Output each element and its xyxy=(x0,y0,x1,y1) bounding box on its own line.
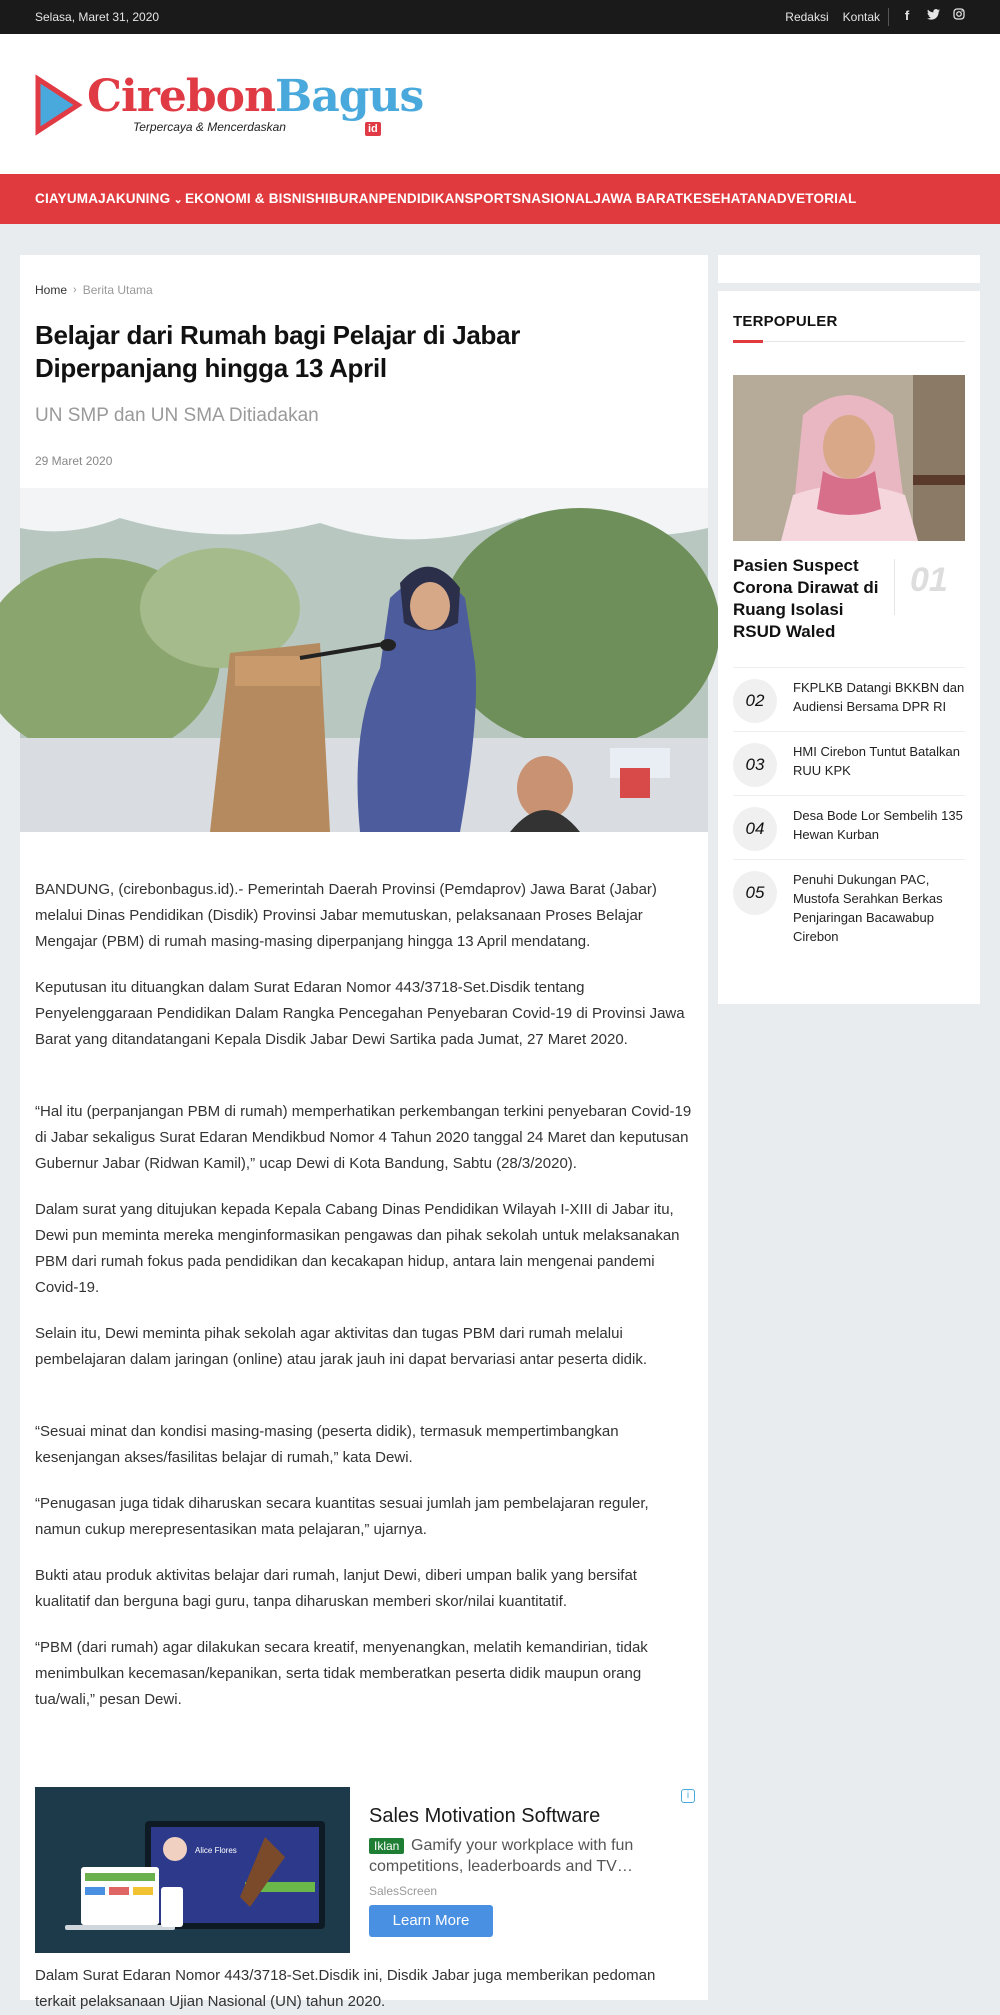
ad-image[interactable] xyxy=(35,1787,350,1953)
article-title: Belajar dari Rumah bagi Pelajar di Jabar Diperpanjang hingga 13 April xyxy=(35,320,521,383)
ad-source: SalesScreen xyxy=(369,1884,438,1898)
article-paragraph: Selain itu, Dewi meminta pihak sekolah agar aktivitas dan tugas PBM dari rumah melalui pembelajaran dalam jaringan (online) atau jarak jauh ini dapat bervariasi antar peserta didik. xyxy=(35,1325,648,1368)
ad-learn-more-button[interactable]: Learn More xyxy=(369,1905,493,1937)
nav-item-hiburan[interactable]: HIBURAN xyxy=(314,191,379,206)
chevron-right-icon: › xyxy=(73,284,77,296)
nav-item-nasional[interactable]: NASIONAL xyxy=(521,191,594,206)
featured-image[interactable] xyxy=(733,375,965,541)
heading-underline xyxy=(733,341,965,342)
featured-title[interactable]: Pasien Suspect Corona Dirawat di Ruang Isolasi RSUD Waled xyxy=(733,556,879,641)
current-date: Selasa, Maret 31, 2020 xyxy=(35,10,160,24)
article-hero-image xyxy=(20,488,708,832)
divider xyxy=(894,559,895,615)
top-links xyxy=(785,10,880,24)
popular-list xyxy=(733,667,965,956)
article-subtitle: UN SMP dan UN SMA Ditiadakan xyxy=(35,405,319,426)
list-item[interactable] xyxy=(733,667,965,731)
list-item[interactable] xyxy=(733,795,965,859)
nav-item-kesehatan[interactable]: KESEHATAN xyxy=(683,191,767,206)
list-item-title[interactable]: Penuhi Dukungan PAC, Mustofa Serahkan Berkas Penjaringan Bacawabup Cirebon xyxy=(793,872,943,944)
list-item[interactable] xyxy=(733,859,965,956)
breadcrumb xyxy=(35,283,153,297)
nav-item-pendidikan[interactable]: PENDIDIKAN xyxy=(378,191,465,206)
divider xyxy=(888,8,889,26)
play-logo-icon xyxy=(35,76,81,134)
site-logo[interactable] xyxy=(35,71,424,142)
list-item-title[interactable]: Desa Bode Lor Sembelih 135 Hewan Kurban xyxy=(793,808,963,842)
article-body xyxy=(35,877,695,1733)
ad-mock-name: Alice Flores xyxy=(195,1846,237,1855)
list-item[interactable] xyxy=(733,731,965,795)
article-paragraph: “Hal itu (perpanjangan PBM di rumah) memperhatikan perkembangan terkini penyebaran Covid-19 di Jabar sekaligus Surat Edaran Mendikbud Nomor 4 Tahun 2020 tanggal 24 Maret dan keputusan Gubernur Jabar (Ridwan Kamil),” ucap Dewi di Kota Bandung, Sabtu (28/3/2020). xyxy=(35,1103,692,1172)
sidebar-popular xyxy=(718,291,980,1004)
rank-badge: 05 xyxy=(733,871,777,915)
article-paragraph: BANDUNG, (cirebonbagus.id).- Pemerintah Daerah Provinsi (Pemdaprov) Jawa Barat (Jabar) melalui Dinas Pendidikan (Disdik) Provinsi Jabar memutuskan, pelaksanaan Proses Belajar Mengajar (PBM) di rumah masing-masing diperpanjang hingga 13 April mendatang. xyxy=(35,881,657,950)
logo-tagline: Terpercaya & Mencerdaskan xyxy=(133,120,286,134)
article-paragraph: Dalam surat yang ditujukan kepada Kepala Cabang Dinas Pendidikan Wilayah I-XIII di Jabar itu, Dewi pun meminta mereka menginformasikan pengawas dan pihak sekolah untuk melaksanakan PBM dari rumah fokus pada pendidikan dan kecakapan hidup, antara lain mengenai pandemi Covid-19. xyxy=(35,1201,680,1296)
site-header xyxy=(0,34,1000,174)
article-paragraph: “Sesuai minat dan kondisi masing-masing (peserta didik), termasuk mempertimbangkan kesenjangan akses/fasilitas belajar di rumah,” kata Dewi. xyxy=(35,1423,619,1466)
logo-wordmark: CirebonBagus xyxy=(87,71,424,122)
twitter-icon[interactable] xyxy=(927,8,939,23)
rank-badge: 04 xyxy=(733,807,777,851)
rank-badge: 03 xyxy=(733,743,777,787)
rank-badge: 02 xyxy=(733,679,777,723)
logo-suffix: id xyxy=(365,122,381,136)
nav-item-jawa-barat[interactable]: JAWA BARAT xyxy=(593,191,684,206)
article-paragraph: Dalam Surat Edaran Nomor 443/3718-Set.Disdik ini, Disdik Jabar juga memberikan pedoman terkait pelaksanaan Ujian Nasional (UN) tahun 2020. xyxy=(35,1967,656,2010)
breadcrumb-current[interactable]: Berita Utama xyxy=(82,283,153,297)
featured-rank: 01 xyxy=(910,561,948,599)
breadcrumb-home[interactable]: Home xyxy=(35,283,68,297)
ad-description: Gamify your workplace with fun competitions, leaderboards and TV… xyxy=(369,1837,634,1875)
facebook-icon[interactable]: f xyxy=(904,8,910,23)
ad-info-icon[interactable]: i xyxy=(681,1789,695,1803)
article-paragraph: Bukti atau produk aktivitas belajar dari rumah, lanjut Dewi, diberi umpan balik yang bersifat kualitatif dan berguna bagi guru, tanpa diharuskan memberi skor/nilai kuantitatif. xyxy=(35,1567,637,1610)
list-item-title[interactable]: HMI Cirebon Tuntut Batalkan RUU KPK xyxy=(793,744,960,778)
ad-title[interactable]: Sales Motivation Software xyxy=(369,1805,601,1827)
instagram-icon[interactable] xyxy=(953,8,965,23)
nav-item-ekonomi-bisnis[interactable]: EKONOMI & BISNIS xyxy=(184,191,315,206)
nav-item-advetorial[interactable]: ADVETORIAL xyxy=(766,191,857,206)
article-paragraph: Keputusan itu dituangkan dalam Surat Edaran Nomor 443/3718-Set.Disdik tentang Penyelenggaraan Pendidikan Dalam Rangka Pencegahan Penyebaran Covid-19 di Provinsi Jawa Barat yang ditandatangani Kepala Disdik Jabar Dewi Sartika pada Jumat, 27 Maret 2020. xyxy=(35,979,685,1048)
social-links xyxy=(901,8,965,23)
main-nav xyxy=(0,174,1000,224)
nav-item-sports[interactable]: SPORTS xyxy=(464,191,522,206)
nav-item-ciayumajakuning[interactable]: CIAYUMAJAKUNING ⌄ xyxy=(35,191,185,206)
link-kontak[interactable]: Kontak xyxy=(842,10,880,24)
sidebar-top-widget xyxy=(718,255,980,283)
article-paragraph: “Penugasan juga tidak diharuskan secara kuantitas sesuai jumlah jam pembelajaran reguler, namun cukup merepresentasikan mata pelajaran,” ujarnya. xyxy=(35,1495,649,1538)
advertisement[interactable] xyxy=(35,1787,695,1953)
article-container xyxy=(20,255,708,2010)
article-paragraph: “PBM (dari rumah) agar dilakukan secara kreatif, menyenangkan, melatih kemandirian, tidak menimbulkan kecemasan/kepanikan, serta tidak memberatkan peserta didik maupun orang tua/wali,” pesan Dewi. xyxy=(35,1639,648,1708)
sidebar-heading: TERPOPULER xyxy=(733,313,838,330)
article-date: 29 Maret 2020 xyxy=(35,454,113,468)
top-bar xyxy=(0,0,1000,34)
list-item-title[interactable]: FKPLKB Datangi BKKBN dan Audiensi Bersama DPR RI xyxy=(793,680,965,714)
ad-badge: Iklan xyxy=(369,1838,404,1854)
link-redaksi[interactable]: Redaksi xyxy=(785,10,829,24)
